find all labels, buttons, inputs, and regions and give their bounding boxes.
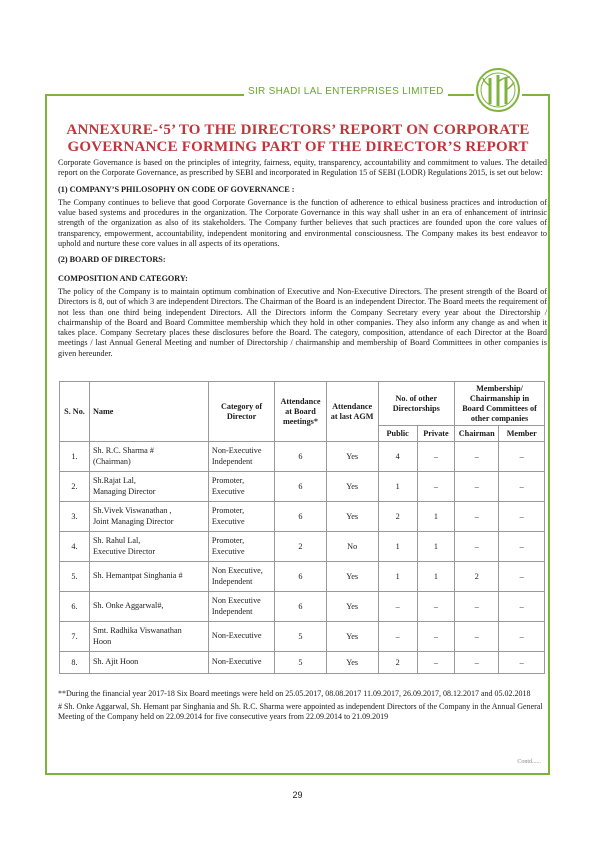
name-line-2: (Chairman) [92, 456, 131, 466]
chairman-text: – [474, 632, 479, 641]
chairman-text: – [474, 482, 479, 491]
category-line-1: Non-Executive [211, 631, 262, 641]
agm-text: Yes [346, 632, 359, 641]
cell-agm [326, 622, 378, 652]
member-text: – [519, 512, 524, 521]
cell-member [499, 442, 545, 472]
section-2-heading: (2) BOARD OF DIRECTORS: [58, 255, 166, 265]
table-row [60, 472, 545, 502]
member-text: – [519, 602, 524, 611]
cell-chairman [455, 652, 499, 674]
chairman-text: – [474, 602, 479, 611]
header-other-directorships: No. of other Directorships [378, 382, 455, 426]
member-text: – [519, 482, 524, 491]
cell-name [89, 592, 208, 622]
table-row [60, 592, 545, 622]
category-line-1: Promoter, [211, 506, 245, 515]
private-text: – [433, 452, 438, 461]
report-body [58, 158, 547, 365]
sno-text: 3. [71, 512, 78, 521]
cell-chairman [455, 562, 499, 592]
cell-member [499, 592, 545, 622]
name-line-2: Hoon [92, 636, 112, 646]
name-line-1: Sh. Ajit Hoon [92, 657, 139, 667]
intro-paragraph: Corporate Governance is based on the principles of integrity, fairness, equity, transparency, accountability and commitment to values. The detailed report on the Corporate Governance, as prescribed by SEBI and incorporated in Regulation 15 of SEBI (LODR) Regulations 2015, is set out below: [58, 158, 547, 178]
continued-label: Contd...... [517, 759, 541, 765]
cell-chairman [455, 592, 499, 622]
cell-agm [326, 472, 378, 502]
board-text: 6 [298, 512, 303, 521]
company-logo-icon [474, 66, 522, 114]
cell-board [275, 442, 327, 472]
agm-text: Yes [346, 482, 359, 491]
table-row [60, 562, 545, 592]
cell-agm [326, 532, 378, 562]
category-line-2: Executive [211, 516, 245, 526]
page-number: 29 [292, 790, 303, 800]
category-line-2: Executive [211, 486, 245, 496]
cell-agm [326, 562, 378, 592]
cell-name [89, 562, 208, 592]
cell-sno [60, 622, 90, 652]
member-text: – [519, 632, 524, 641]
cell-public [378, 502, 417, 532]
member-text: – [519, 452, 524, 461]
cell-private [417, 562, 454, 592]
cell-category [208, 562, 274, 592]
member-text: – [519, 542, 524, 551]
sno-text: 4. [71, 542, 78, 551]
cell-member [499, 562, 545, 592]
chairman-text: – [474, 658, 479, 667]
cell-board [275, 592, 327, 622]
chairman-text: 2 [474, 572, 479, 581]
cell-chairman [455, 532, 499, 562]
header-private: Private [417, 426, 454, 442]
member-text: – [519, 658, 524, 667]
cell-public [378, 472, 417, 502]
agm-text: Yes [346, 512, 359, 521]
cell-category [208, 622, 274, 652]
header-sno: S. No. [60, 382, 90, 442]
cell-private [417, 442, 454, 472]
cell-sno [60, 592, 90, 622]
sno-text: 6. [71, 602, 78, 611]
sno-text: 7. [71, 632, 78, 641]
cell-public [378, 592, 417, 622]
cell-sno [60, 652, 90, 674]
cell-category [208, 652, 274, 674]
name-line-1: Sh. R.C. Sharma # [92, 446, 154, 455]
category-line-1: Promoter, [211, 536, 245, 545]
cell-member [499, 472, 545, 502]
cell-name [89, 532, 208, 562]
section-2-text: The policy of the Company is to maintain optimum combination of Executive and Non-Executive Directors. The present strength of the Board of Directors is 8, out of which 3 are independent Directors. The Chairman of the Board is an independent Director. The Board meets the requirement of not less than one third being independent Directors. All the Directors inform the Company Secretary every year about the Directorship / chairmanship of the Board and Board Committee membership which they hold in other companies. They also inform any change as and when it takes place. Company Secretary places these disclosures before the Board. The category, composition, attendance of each Director at the Board meetings / last Annual General Meeting and number of Directorship / chairmanship and membership of Board Committees in other companies is given hereunder. [58, 286, 547, 358]
category-line-1: Non-Executive [211, 657, 262, 667]
cell-category [208, 532, 274, 562]
cell-board [275, 622, 327, 652]
name-line-2: Executive Director [92, 546, 156, 556]
board-text: 6 [298, 452, 303, 461]
cell-sno [60, 472, 90, 502]
private-text: – [433, 632, 438, 641]
name-line-2: Managing Director [92, 486, 156, 496]
agm-text: Yes [346, 572, 359, 581]
cell-name [89, 502, 208, 532]
footnote-appointments: # Sh. Onke Aggarwal, Sh. Hemant par Singhania and Sh. R.C. Sharma were appointed as independent Directors of the Company in the Annual General Meeting of the Company held on 22.09.2014 for five consecutive years from 22.09.2014 to 21.09.2019 [58, 702, 543, 721]
name-line-1: Sh.Rajat Lal, [92, 476, 136, 485]
member-text: – [519, 572, 524, 581]
board-text: 6 [298, 602, 303, 611]
public-text: 4 [395, 452, 400, 461]
cell-public [378, 532, 417, 562]
cell-public [378, 622, 417, 652]
cell-category [208, 442, 274, 472]
table-row [60, 442, 545, 472]
cell-agm [326, 502, 378, 532]
cell-name [89, 472, 208, 502]
board-text: 2 [298, 542, 303, 551]
cell-chairman [455, 472, 499, 502]
cell-public [378, 652, 417, 674]
agm-text: Yes [346, 452, 359, 461]
cell-private [417, 592, 454, 622]
title-line-2: GOVERNANCE FORMING PART OF THE DIRECTOR’S REPORT [67, 139, 529, 155]
public-text: 1 [395, 482, 400, 491]
cell-private [417, 472, 454, 502]
cell-sno [60, 562, 90, 592]
cell-board [275, 502, 327, 532]
section-2-subheading: COMPOSITION AND CATEGORY: [58, 273, 188, 283]
cell-board [275, 532, 327, 562]
sno-text: 2. [71, 482, 78, 491]
cell-category [208, 472, 274, 502]
header-public: Public [378, 426, 417, 442]
cell-agm [326, 442, 378, 472]
name-line-1: Sh. Onke Aggarwal#, [92, 601, 164, 611]
table-row [60, 652, 545, 674]
cell-private [417, 622, 454, 652]
cell-private [417, 532, 454, 562]
private-text: – [433, 482, 438, 491]
category-line-1: Non Executive, [211, 566, 263, 575]
public-text: 2 [395, 512, 400, 521]
header-member: Member [499, 426, 545, 442]
cell-member [499, 652, 545, 674]
category-line-2: Independent [211, 606, 253, 616]
page-title [52, 122, 544, 156]
public-text: – [395, 602, 400, 611]
name-line-1: Smt. Radhika Viswanathan [92, 626, 182, 635]
title-line-1: ANNEXURE-‘5’ TO THE DIRECTORS’ REPORT ON CORPORATE [66, 122, 530, 138]
private-text: 1 [433, 512, 438, 521]
cell-sno [60, 532, 90, 562]
footnotes [58, 689, 547, 725]
category-line-2: Independent [211, 456, 253, 466]
category-line-2: Independent [211, 576, 253, 586]
cell-board [275, 562, 327, 592]
sno-text: 5. [71, 572, 78, 581]
cell-name [89, 442, 208, 472]
header-name: Name [89, 382, 208, 442]
cell-name [89, 622, 208, 652]
chairman-text: – [474, 512, 479, 521]
name-line-1: Sh.Vivek Viswanathan , [92, 506, 172, 515]
header-attendance-agm: Attendance at last AGM [326, 382, 378, 442]
cell-member [499, 502, 545, 532]
cell-chairman [455, 622, 499, 652]
name-line-1: Sh. Rahul Lal, [92, 536, 141, 545]
chairman-text: – [474, 542, 479, 551]
header-attendance-board: Attendance at Board meetings* [275, 382, 327, 442]
cell-public [378, 562, 417, 592]
cell-board [275, 472, 327, 502]
header-chairman: Chairman [455, 426, 499, 442]
cell-category [208, 592, 274, 622]
category-line-1: Promoter, [211, 476, 245, 485]
cell-category [208, 502, 274, 532]
section-1-heading: (1) COMPANY’S PHILOSOPHY ON CODE OF GOVERNANCE : [58, 184, 295, 194]
cell-member [499, 622, 545, 652]
cell-private [417, 502, 454, 532]
board-text: 6 [298, 482, 303, 491]
public-text: 2 [395, 658, 400, 667]
board-text: 5 [298, 632, 303, 641]
private-text: – [433, 658, 438, 667]
board-text: 6 [298, 572, 303, 581]
chairman-text: – [474, 452, 479, 461]
cell-member [499, 532, 545, 562]
cell-agm [326, 592, 378, 622]
header-category: Category of Director [208, 382, 274, 442]
agm-text: Yes [346, 658, 359, 667]
name-line-2: Joint Managing Director [92, 516, 174, 526]
cell-chairman [455, 442, 499, 472]
private-text: – [433, 602, 438, 611]
cell-board [275, 652, 327, 674]
table-row [60, 532, 545, 562]
cell-private [417, 652, 454, 674]
category-line-1: Non-Executive [211, 446, 262, 455]
cell-chairman [455, 502, 499, 532]
sno-text: 1. [71, 452, 78, 461]
category-line-2: Executive [211, 546, 245, 556]
board-text: 5 [298, 658, 303, 667]
company-name: SIR SHADI LAL ENTERPRISES LIMITED [244, 86, 448, 97]
cell-sno [60, 442, 90, 472]
name-line-1: Sh. Hemantpat Singhania # [92, 571, 183, 581]
agm-text: Yes [346, 602, 359, 611]
footnote-meetings: **During the financial year 2017-18 Six Board meetings were held on 25.05.2017, 08.08.2017 11.09.2017, 26.09.2017, 08.12.2017 and 05.02.2018 [58, 689, 531, 698]
category-line-1: Non Executive [211, 596, 261, 605]
sno-text: 8. [71, 658, 78, 667]
table-row [60, 502, 545, 532]
public-text: – [395, 632, 400, 641]
cell-name [89, 652, 208, 674]
public-text: 1 [395, 572, 400, 581]
cell-public [378, 442, 417, 472]
directors-table [59, 381, 545, 674]
private-text: 1 [433, 572, 438, 581]
cell-agm [326, 652, 378, 674]
table-row [60, 622, 545, 652]
header-membership: Membership/ Chairmanship in Board Committees of other companies [455, 382, 545, 426]
private-text: 1 [433, 542, 438, 551]
section-1-text: The Company continues to believe that good Corporate Governance is the function of adherence to ethical business practices and introduction of value based systems and procedures in the organization. The Corporate Governance in this way shall usher in an era of enhancement of intrinsic strength of the organization as also of its stakeholders. The Company further believes that such practices are founded upon the core values of transparency, empowerment, accountability, independent monitoring and environmental consciousness. The Company makes its best endeavor to uphold and nurture these core values in all aspects of its operations. [58, 197, 547, 249]
agm-text: No [347, 542, 358, 551]
public-text: 1 [395, 542, 400, 551]
cell-sno [60, 502, 90, 532]
